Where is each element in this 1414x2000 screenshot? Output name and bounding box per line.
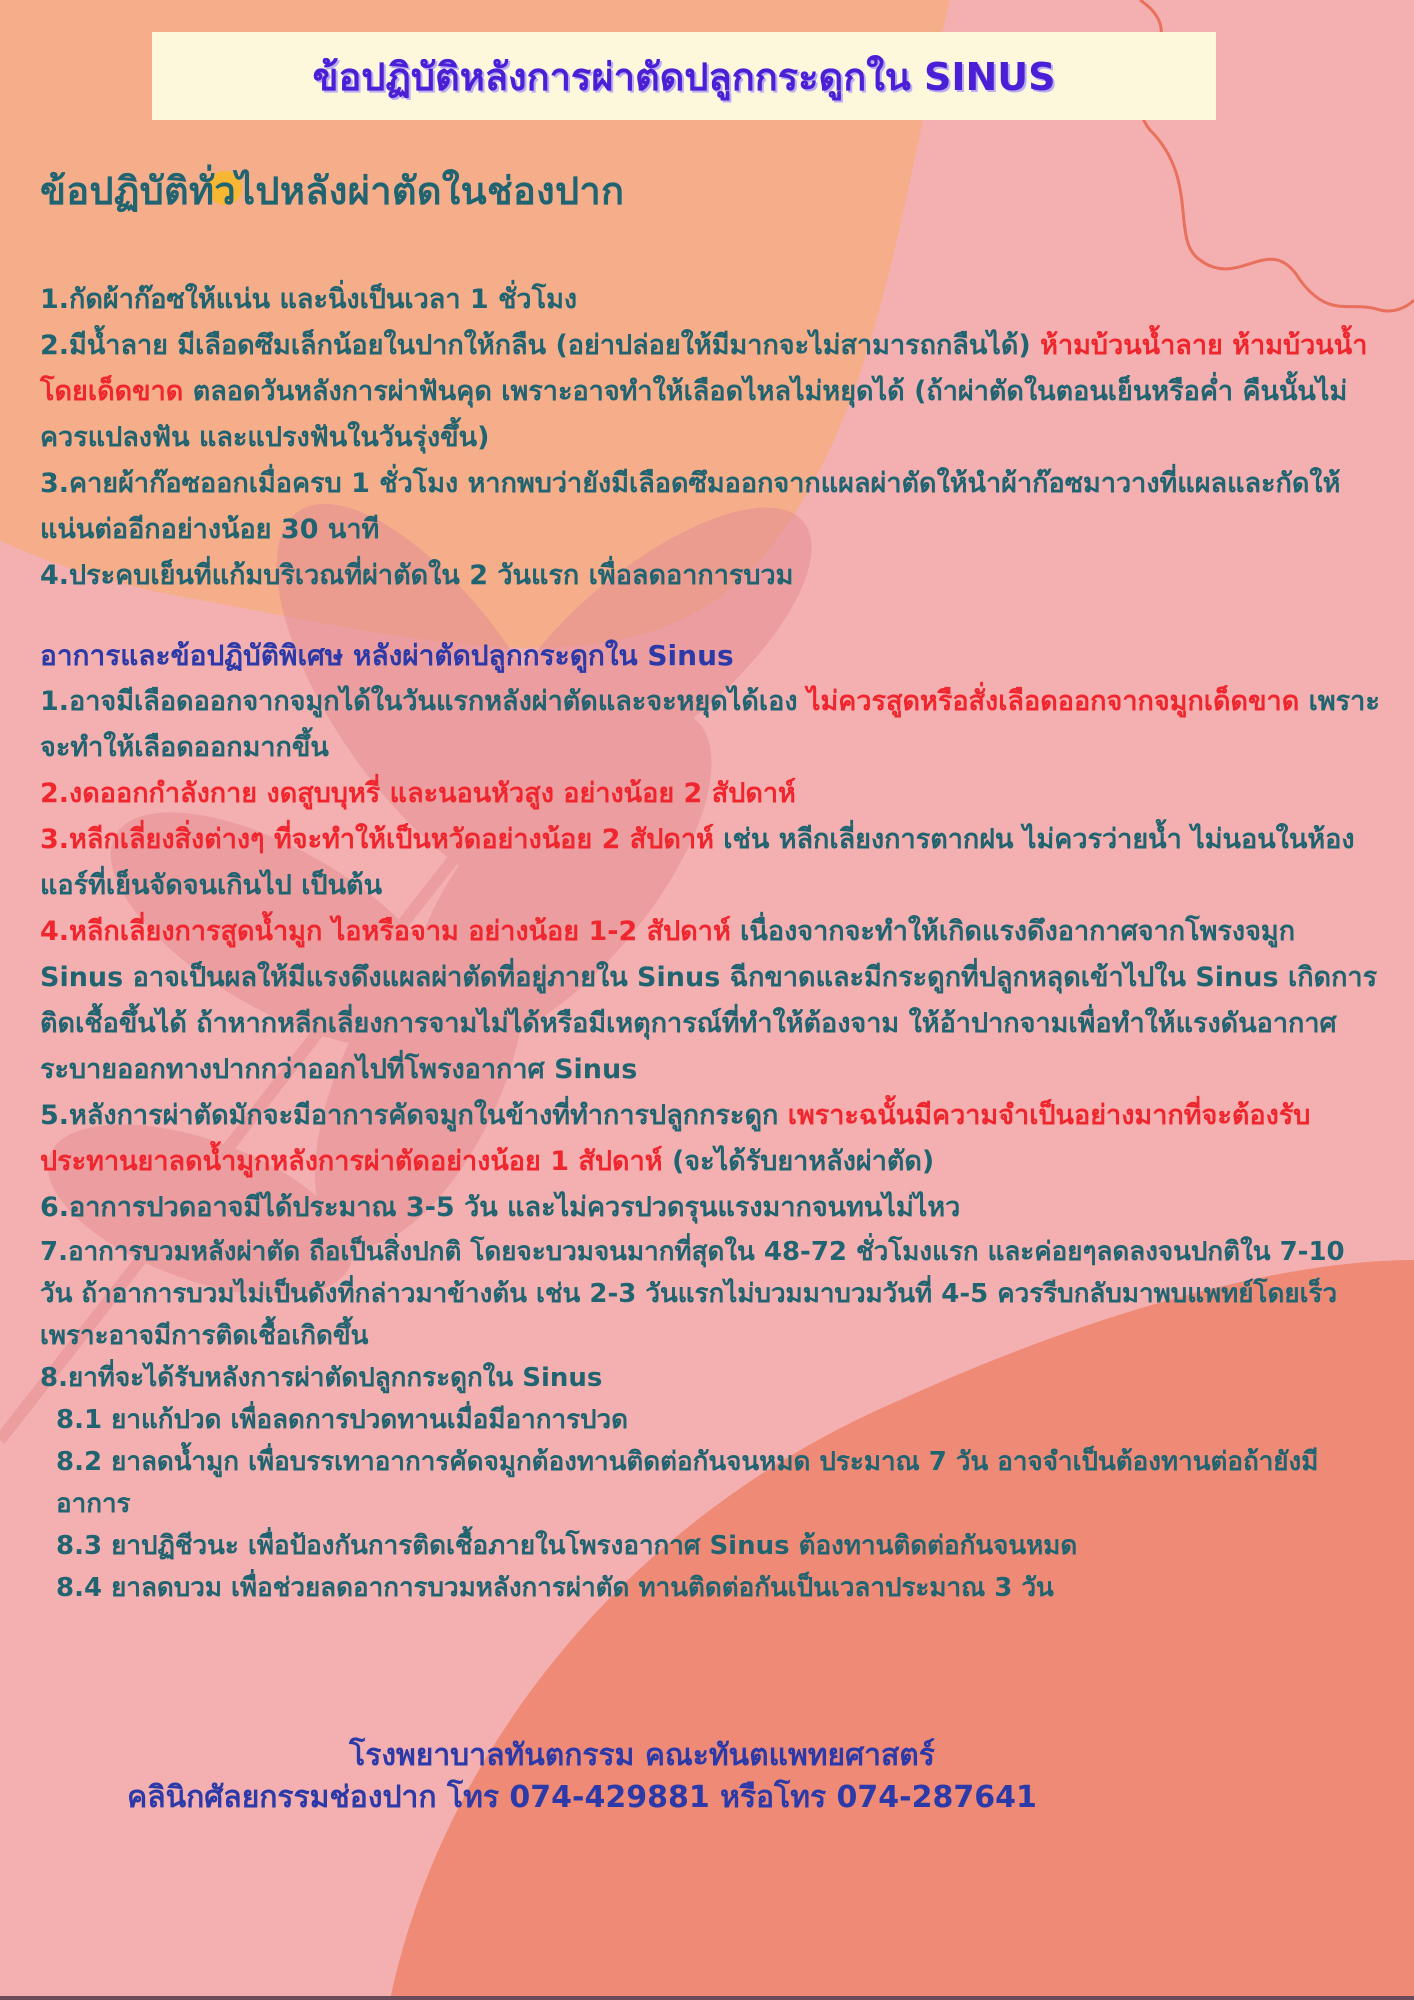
- special-item-5: [40, 1093, 1385, 1185]
- general-item-2-after: ตลอดวันหลังการผ่าฟันคุด เพราะอาจทำให้เลือดไหลไม่หยุดได้ (ถ้าผ่าตัดในตอนเย็นหรือค่ำ คืนนั้นไม่ควรแปลงฟัน และแปรงฟันในวันรุ่งขึ้น): [40, 376, 1348, 453]
- special-item-4-text: เนื่องจากจะทำให้เกิดแรงดึงอากาศจากโพรงจมูก Sinus อาจเป็นผลให้มีแรงดึงแผลผ่าตัดที่อยู่ภายใน Sinus ฉีกขาดและมีกระดูกที่ปลูกหลุดเข้าไปใน Sinus เกิดการติดเชื้อขึ้นได้ ถ้าหากหลีกเลี่ยงการจามไม่ได้หรือมีเหตุการณ์ที่ทำให้ต้องจาม ให้อ้าปากจามเพื่อทำให้แรงดันอากาศระบายออกทางปากกว่าออกไปที่โพรงอากาศ Sinus: [40, 916, 1378, 1085]
- footer-contact: [0, 1735, 1414, 1819]
- special-item-8: 8.ยาที่จะได้รับหลังการผ่าตัดปลูกกระดูกใน Sinus: [40, 1363, 603, 1393]
- general-item-2: [40, 323, 1385, 461]
- medication-item-8-4: 8.4 ยาลดบวม เพื่อช่วยลดอาการบวมหลังการผ่าตัด ทานติดต่อกันเป็นเวลาประมาณ 3 วัน: [56, 1573, 1054, 1603]
- special-item-7: 7.อาการบวมหลังผ่าตัด ถือเป็นสิ่งปกติ โดยจะบวมจนมากที่สุดใน 48-72 ชั่วโมงแรก และค่อยๆลดลงจนปกติใน 7-10 วัน ถ้าอาการบวมไม่เป็นดังที่กล่าวมาข้างต้น เช่น 2-3 วันแรกไม่บวมมาบวมวันที่ 4-5 ควรรีบกลับมาพบแพทย์โดยเร็ว เพราะอาจมีการติดเชื้อเกิดขึ้น: [40, 1237, 1345, 1351]
- special-item-4: [40, 909, 1385, 1093]
- medication-item-8-1: 8.1 ยาแก้ปวด เพื่อลดการปวดทานเมื่อมีอาการปวด: [56, 1405, 629, 1435]
- special-item-1-text: 1.อาจมีเลือดออกจากจมูกได้ในวันแรกหลังผ่าตัดและจะหยุดได้เอง: [40, 686, 807, 717]
- special-item-3-text: เช่น หลีกเลี่ยงการตากฝน ไม่ควรว่ายน้ำ ไม่นอนในห้องแอร์ที่เย็นจัดจนเกินไป เป็นต้น: [40, 824, 1355, 901]
- special-item-1-after: เพราะจะทำให้เลือดออกมากขึ้น: [40, 686, 1380, 763]
- general-item-1: 1.กัดผ้าก๊อซให้แน่น และนิ่งเป็นเวลา 1 ชั่วโมง: [40, 284, 578, 315]
- medication-item-8-3: 8.3 ยาปฏิชีวนะ เพื่อป้องกันการติดเชื้อภายในโพรงอากาศ Sinus ต้องทานติดต่อกันจนหมด: [56, 1531, 1078, 1561]
- general-item-3: 3.คายผ้าก๊อซออกเมื่อครบ 1 ชั่วโมง หากพบว่ายังมีเลือดซึมออกจากแผลผ่าตัดให้นำผ้าก๊อซมาวางที่แผลและกัดให้แน่นต่ออีกอย่างน้อย 30 นาที: [40, 468, 1341, 545]
- general-item-4: 4.ประคบเย็นที่แก้มบริเวณที่ผ่าตัดใน 2 วันแรก เพื่อลดอาการบวม: [40, 560, 794, 591]
- general-item-2-text: 2.มีน้ำลาย มีเลือดซึมเล็กน้อยในปากให้กลืน (อย่าปล่อยให้มีมากจะไม่สามารถกลืนได้): [40, 330, 1041, 361]
- footer-clinic-phone: คลินิกศัลยกรรมช่องปาก โทร 074-429881 หรือโทร 074-287641: [127, 1780, 1037, 1815]
- page-title: ข้อปฏิบัติหลังการผ่าตัดปลูกกระดูกใน SINUS: [312, 54, 1056, 99]
- special-item-1: [40, 679, 1385, 771]
- special-item-3: [40, 817, 1385, 909]
- special-item-2: 2.งดออกกำลังกาย งดสูบบุหรี่ และนอนหัวสูง อย่างน้อย 2 สัปดาห์: [40, 778, 796, 809]
- footer-hospital: โรงพยาบาลทันตกรรม คณะทันตแพทยศาสตร์: [349, 1738, 935, 1773]
- special-item-4-warning: 4.หลีกเลี่ยงการสูดน้ำมูก ไอหรือจาม อย่างน้อย 1-2 สัปดาห์: [40, 916, 731, 947]
- general-heading: ข้อปฏิบัติทั่วไปหลังผ่าตัดในช่องปาก: [40, 169, 625, 213]
- special-item-5-warning: เพราะฉนั้นมีความจำเป็นอย่างมากที่จะต้องรับประทานยาลดน้ำมูกหลังการผ่าตัดอย่างน้อย 1 สัปดาห์: [40, 1100, 1311, 1177]
- special-item-5-text: 5.หลังการผ่าตัดมักจะมีอาการคัดจมูกในข้างที่ทำการปลูกกระดูก: [40, 1100, 788, 1131]
- special-item-1-warning: ไม่ควรสูดหรือสั่งเลือดออกจากจมูกเด็ดขาด: [806, 686, 1300, 717]
- special-heading: อาการและข้อปฏิบัติพิเศษ หลังผ่าตัดปลูกกระดูกใน Sinus: [40, 639, 734, 672]
- special-item-3-warning: 3.หลีกเลี่ยงสิ่งต่างๆ ที่จะทำให้เป็นหวัดอย่างน้อย 2 สัปดาห์: [40, 824, 714, 855]
- medication-item-8-2: 8.2 ยาลดน้ำมูก เพื่อบรรเทาอาการคัดจมูกต้องทานติดต่อกันจนหมด ประมาณ 7 วัน อาจจำเป็นต้องทานต่อถ้ายังมีอาการ: [56, 1447, 1319, 1519]
- general-item-2-warning: ห้ามบ้วนน้ำลาย ห้ามบ้วนน้ำ โดยเด็ดขาด: [40, 330, 1368, 407]
- special-item-6: 6.อาการปวดอาจมีได้ประมาณ 3-5 วัน และไม่ควรปวดรุนแรงมากจนทนไม่ไหว: [40, 1192, 961, 1223]
- title-banner: [152, 32, 1216, 120]
- special-item-5-after: (จะได้รับยาหลังผ่าตัด): [662, 1146, 935, 1177]
- content-body: [40, 160, 1385, 1609]
